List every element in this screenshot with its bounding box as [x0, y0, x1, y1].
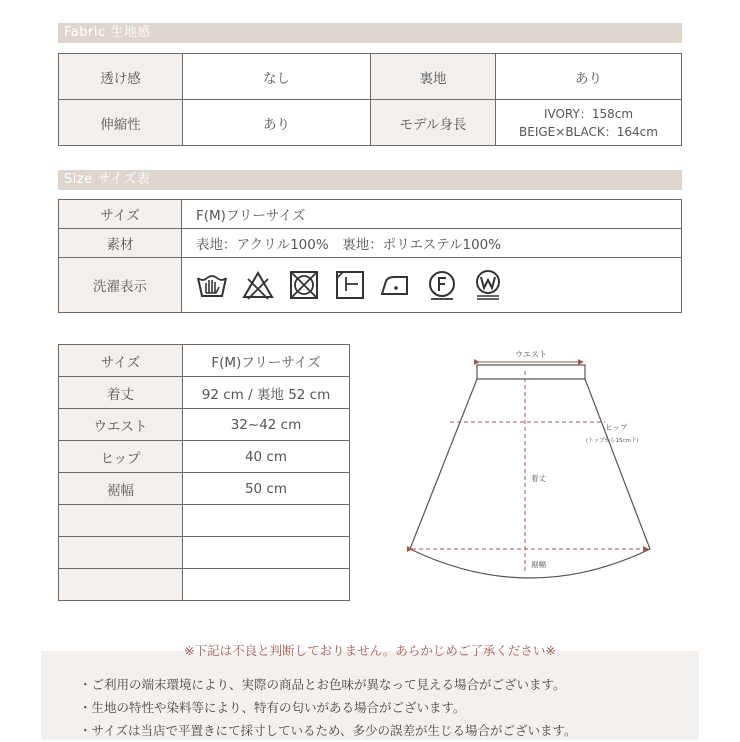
measure-label: サイズ [59, 345, 183, 377]
fabric-section-header: Fabric 生地感 [58, 23, 682, 43]
low-iron-icon [380, 269, 412, 301]
lining-label: 裏地 [371, 54, 496, 100]
line-dry-shade-icon [334, 269, 366, 301]
table-row [59, 409, 350, 441]
table-row [59, 505, 350, 537]
measure-value [183, 537, 350, 569]
measure-label [59, 537, 183, 569]
length-label: 着丈 [531, 474, 546, 483]
model-height-label: モデル身長 [371, 100, 496, 146]
care-label: 洗濯表示 [59, 258, 182, 313]
measure-value: 32~42 cm [183, 409, 350, 441]
size-section-header: Size サイズ表 [58, 170, 682, 190]
measure-label: ウエスト [59, 409, 183, 441]
table-row [59, 473, 350, 505]
model-height-beige: BEIGE×BLACK：164cm [519, 124, 658, 139]
model-height-ivory: IVORY：158cm [543, 106, 634, 121]
table-row [59, 258, 682, 313]
care-icons-cell [182, 258, 682, 313]
notice-item: ・ご利用の端末環境により、実際の商品とお色味が異なって見える場合がございます。 [79, 677, 566, 692]
table-row [59, 100, 682, 146]
notice-item: ・サイズは当店で平置きにて採寸しているため、多少の誤差が生じる場合がございます。 [79, 723, 577, 738]
table-row [59, 441, 350, 473]
stretch-label: 伸縮性 [59, 100, 183, 146]
table-row [59, 54, 682, 100]
measurement-table [58, 344, 350, 601]
measure-value: F(M)フリーサイズ [183, 345, 350, 377]
measure-value [183, 569, 350, 601]
hem-label: 裾幅 [531, 560, 546, 569]
size-value: F(M)フリーサイズ [182, 200, 682, 229]
model-height-value [496, 100, 682, 146]
table-row [59, 229, 682, 258]
wet-clean-w-icon [472, 269, 504, 301]
no-tumble-dry-icon [288, 269, 320, 301]
measure-value: 92 cm / 裏地 52 cm [183, 377, 350, 409]
size-label: サイズ [59, 200, 182, 229]
table-row [59, 200, 682, 229]
fabric-table [58, 53, 682, 146]
measure-value: 40 cm [183, 441, 350, 473]
material-value: 表地：アクリル100% 裏地：ポリエステル100% [182, 229, 682, 258]
measure-label [59, 569, 183, 601]
table-row [59, 345, 350, 377]
size-spec-table [58, 199, 682, 313]
notice-box [41, 651, 699, 740]
material-label: 素材 [59, 229, 182, 258]
measure-label: ヒップ [59, 441, 183, 473]
hip-label: ヒップ [605, 423, 628, 432]
measure-label: 裾幅 [59, 473, 183, 505]
skirt-outline [410, 365, 650, 578]
table-row [59, 569, 350, 601]
table-row [59, 377, 350, 409]
measure-value: 50 cm [183, 473, 350, 505]
sheerness-value: なし [183, 54, 371, 100]
measure-value [183, 505, 350, 537]
table-row [59, 537, 350, 569]
lining-value: あり [496, 54, 682, 100]
no-bleach-icon [242, 269, 274, 301]
notice-item: ・生地の特性や染料等により、特有の匂いがある場合がございます。 [79, 700, 466, 715]
notice-title: ※下記は不良と判断しておりません。あらかじめご了承ください※ [184, 643, 556, 658]
hand-wash-icon [196, 269, 228, 301]
measure-label [59, 505, 183, 537]
hip-note: (トップから15cm下) [586, 438, 639, 444]
waist-label: ウエスト [515, 350, 547, 359]
measure-label: 着丈 [59, 377, 183, 409]
sheerness-label: 透け感 [59, 54, 183, 100]
skirt-diagram [400, 345, 670, 585]
stretch-value: あり [183, 100, 371, 146]
dry-clean-f-icon [426, 269, 458, 301]
